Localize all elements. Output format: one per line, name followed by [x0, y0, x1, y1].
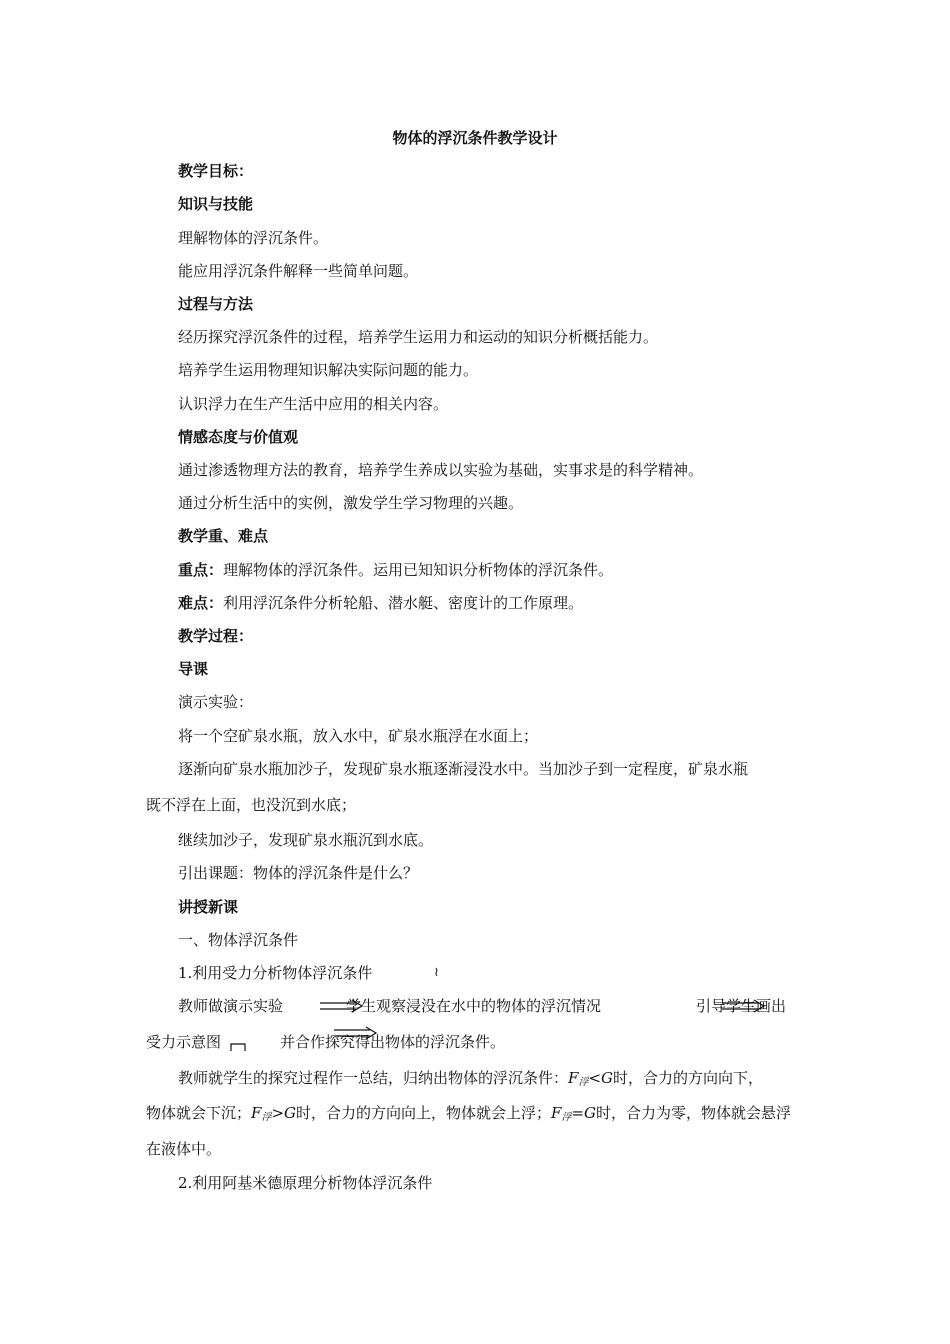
new-lesson-heading: 讲授新课 — [178, 898, 239, 916]
flow-step-guide: 引导学生画出 — [696, 997, 787, 1015]
summary-text: 物体就会下沉； — [146, 1104, 252, 1122]
key-point — [178, 560, 613, 580]
double-arrow-icon — [722, 999, 766, 1011]
force-symbol: F — [551, 1104, 562, 1122]
document-title: 物体的浮沉条件教学设计 — [392, 129, 558, 147]
knowledge-item: 能应用浮沉条件解释一些简单问题。 — [178, 262, 419, 280]
tilde-mark: ≀ — [434, 965, 439, 980]
difficult-label: 难点： — [178, 594, 224, 612]
summary-text: 时，合力的方向向上，物体就会上浮； — [296, 1104, 552, 1122]
emotion-heading: 情感态度与价值观 — [178, 428, 299, 446]
demo-step: 将一个空矿泉水瓶，放入水中，矿泉水瓶浮在水面上； — [178, 727, 539, 745]
summary-line-1 — [178, 1068, 763, 1093]
key-difficult-heading: 教学重、难点 — [178, 527, 269, 545]
key-text: 理解物体的浮沉条件。运用已知知识分析物体的浮沉条件。 — [223, 561, 614, 579]
emotion-item: 通过分析生活中的实例，激发学生学习物理的兴趣。 — [178, 494, 524, 512]
knowledge-item: 理解物体的浮沉条件。 — [178, 229, 329, 247]
force-subscript: 浮 — [261, 1112, 272, 1123]
teaching-process-heading: 教学过程： — [178, 627, 254, 645]
topic-question: 引出课题：物体的浮沉条件是什么？ — [178, 864, 419, 882]
summary-line-3: 在液体中。 — [146, 1140, 222, 1158]
flow-step-demo: 教师做演示实验 — [178, 997, 284, 1015]
equals-g: =G — [571, 1104, 596, 1122]
force-subscript: 浮 — [561, 1112, 572, 1123]
summary-text: 时，合力的方向向下， — [613, 1069, 764, 1087]
demo-step: 继续加沙子，发现矿泉水瓶沉到水底。 — [178, 831, 434, 849]
difficult-point — [178, 593, 583, 613]
demo-step: 逐渐向矿泉水瓶加沙子，发现矿泉水瓶逐渐浸没水中。当加沙子到一定程度，矿泉水瓶 — [178, 760, 749, 778]
process-item: 培养学生运用物理知识解决实际问题的能力。 — [178, 361, 479, 379]
flow-step-explore: 并合作探究得出物体的浮沉条件。 — [280, 1033, 506, 1051]
force-symbol: F — [251, 1104, 262, 1122]
force-subscript: 浮 — [578, 1077, 589, 1088]
flow-step-diagram: 受力示意图 — [146, 1033, 222, 1051]
force-symbol: F — [568, 1069, 579, 1087]
objectives-heading: 教学目标： — [178, 162, 254, 180]
summary-text: 时，合力为零，物体就会悬浮 — [596, 1104, 792, 1122]
process-heading: 过程与方法 — [178, 295, 254, 313]
summary-line-2 — [146, 1103, 791, 1128]
subsection-one: 1.利用受力分析物体浮沉条件 — [178, 964, 373, 982]
part-one-heading: 一、物体浮沉条件 — [178, 931, 299, 949]
demo-label: 演示实验： — [178, 693, 254, 711]
process-item: 经历探究浮沉条件的过程，培养学生运用力和运动的知识分析概括能力。 — [178, 328, 659, 346]
greater-than-g: >G — [271, 1104, 296, 1122]
flow-step-observe: 学生观察浸没在水中的物体的浮沉情况 — [346, 997, 602, 1015]
emotion-item: 通过渗透物理方法的教育，培养学生养成以实验为基础，实事求是的科学精神。 — [178, 461, 704, 479]
difficult-text: 利用浮沉条件分析轮船、潜水艇、密度计的工作原理。 — [223, 594, 584, 612]
intro-heading: 导课 — [178, 660, 209, 678]
knowledge-heading: 知识与技能 — [178, 195, 254, 213]
subsection-two: 2.利用阿基米德原理分析物体浮沉条件 — [178, 1174, 433, 1192]
demo-step-continued: 既不浮在上面，也没沉到水底； — [146, 796, 357, 814]
process-item: 认识浮力在生产生活中应用的相关内容。 — [178, 395, 449, 413]
bracket-mark-icon — [230, 1040, 246, 1052]
less-than-g: <G — [588, 1069, 613, 1087]
summary-text: 教师就学生的探究过程作一总结，归纳出物体的浮沉条件： — [178, 1069, 569, 1087]
key-label: 重点： — [178, 561, 224, 579]
